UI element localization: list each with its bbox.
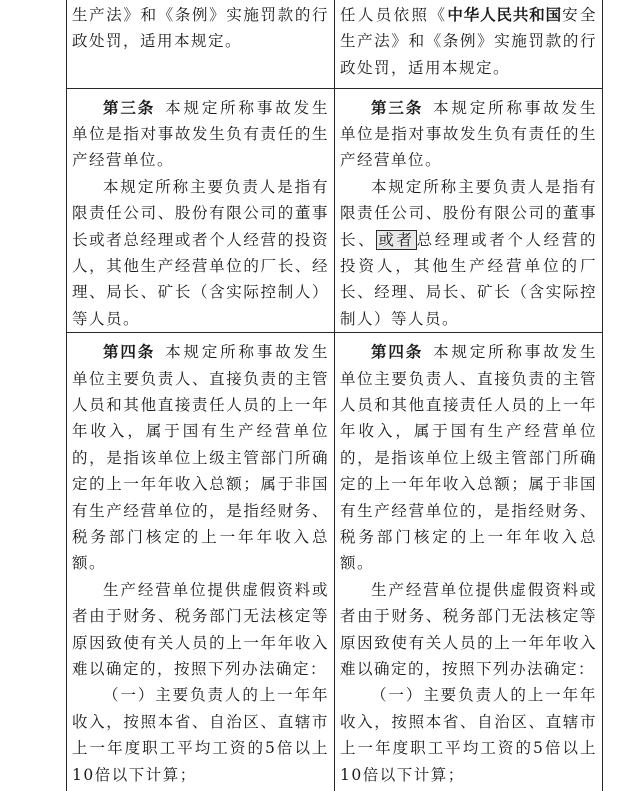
left-cell-row1 — [67, 0, 335, 88]
right-article-4-paragraph-1 — [340, 339, 597, 577]
left-cell-article-3 — [67, 88, 335, 333]
right-cell-row1 — [335, 0, 603, 88]
table-row — [67, 0, 603, 88]
comparison-table — [66, 0, 603, 791]
left-article-4-text-1: 本规定所称事故发生单位主要负责人、直接负责的主管人员和其他直接责任人员的上一年年收入，属于国有生产经营单位的，是指该单位上级主管部门所确定的上一年年收入总额；属于非国有生产经营单位的，是指经财务、税务部门核定的上一年年收入总额。 — [72, 343, 329, 573]
left-article-3-heading: 第三条 — [103, 98, 156, 117]
left-article-4-heading: 第四条 — [103, 343, 156, 362]
right-row1-text-post: 安全生产法》和《条例》实施罚款的行政处罚，适用本规定。 — [340, 6, 597, 77]
right-cell-article-4 — [335, 333, 603, 791]
right-article-3-boxed-deletion: 或者 — [378, 230, 415, 249]
right-article-4-paragraph-2: 生产经营单位提供虚假资料或者由于财务、税务部门无法核定等原因致使有关人员的上一年年收入难以确定的，按照下列办法确定： — [340, 580, 597, 679]
right-article-3-text-2-pre: 本规定所称主要负责人是指有限责任公司、股份有限公司的董事长、 — [340, 177, 597, 249]
left-cell-article-4 — [67, 333, 335, 791]
left-article-4-paragraph-2: 生产经营单位提供虚假资料或者由于财务、税务部门无法核定等原因致使有关人员的上一年年收入难以确定的，按照下列办法确定： — [72, 580, 329, 679]
right-article-4-text-1: 本规定所称事故发生单位主要负责人、直接负责的主管人员和其他直接责任人员的上一年年收入，属于国有生产经营单位的，是指该单位上级主管部门所确定的上一年年收入总额；属于非国有生产经营单位的，是指经财务、税务部门核定的上一年年收入总额。 — [340, 343, 597, 573]
document-page — [66, 0, 603, 784]
right-article-3-text-1: 本规定所称事故发生单位是指对事故发生负有责任的生产经营单位。 — [340, 98, 597, 170]
left-article-3-paragraph-1 — [72, 95, 329, 174]
right-row1-paragraph — [340, 2, 597, 81]
table-row — [67, 88, 603, 333]
right-article-4-heading: 第四条 — [371, 343, 424, 362]
table-row — [67, 333, 603, 791]
left-article-3-text-1: 本规定所称事故发生单位是指对事故发生负有责任的生产经营单位。 — [72, 98, 329, 170]
right-article-3-paragraph-2 — [340, 174, 597, 332]
right-article-3-heading: 第三条 — [371, 98, 424, 117]
right-row1-text-pre: 任人员依照《 — [340, 6, 448, 24]
right-cell-article-3 — [335, 88, 603, 333]
right-article-3-paragraph-1 — [340, 95, 597, 174]
left-article-4-paragraph-1 — [72, 339, 329, 577]
right-article-4-paragraph-3: （一）主要负责人的上一年年收入，按照本省、自治区、直辖市上一年度职工平均工资的5倍以上10倍以下计算； — [340, 686, 597, 784]
left-article-3-paragraph-2: 本规定所称主要负责人是指有限责任公司、股份有限公司的董事长或者总经理或者个人经营的投资人，其他生产经营单位的厂长、经理、局长、矿长（含实际控制人）等人员。 — [72, 177, 329, 328]
left-article-4-paragraph-3: （一）主要负责人的上一年年收入，按照本省、自治区、直辖市上一年度职工平均工资的5倍以上10倍以下计算； — [72, 686, 329, 784]
right-article-3-text-2-post: 总经理或者个人经营的投资人，其他生产经营单位的厂长、经理、局长、矿长（含实际控制人）等人员。 — [340, 230, 597, 328]
left-row1-paragraph: 生产法》和《条例》实施罚款的行政处罚，适用本规定。 — [72, 6, 329, 51]
right-row1-highlight: 中华人民共和国 — [447, 6, 563, 24]
